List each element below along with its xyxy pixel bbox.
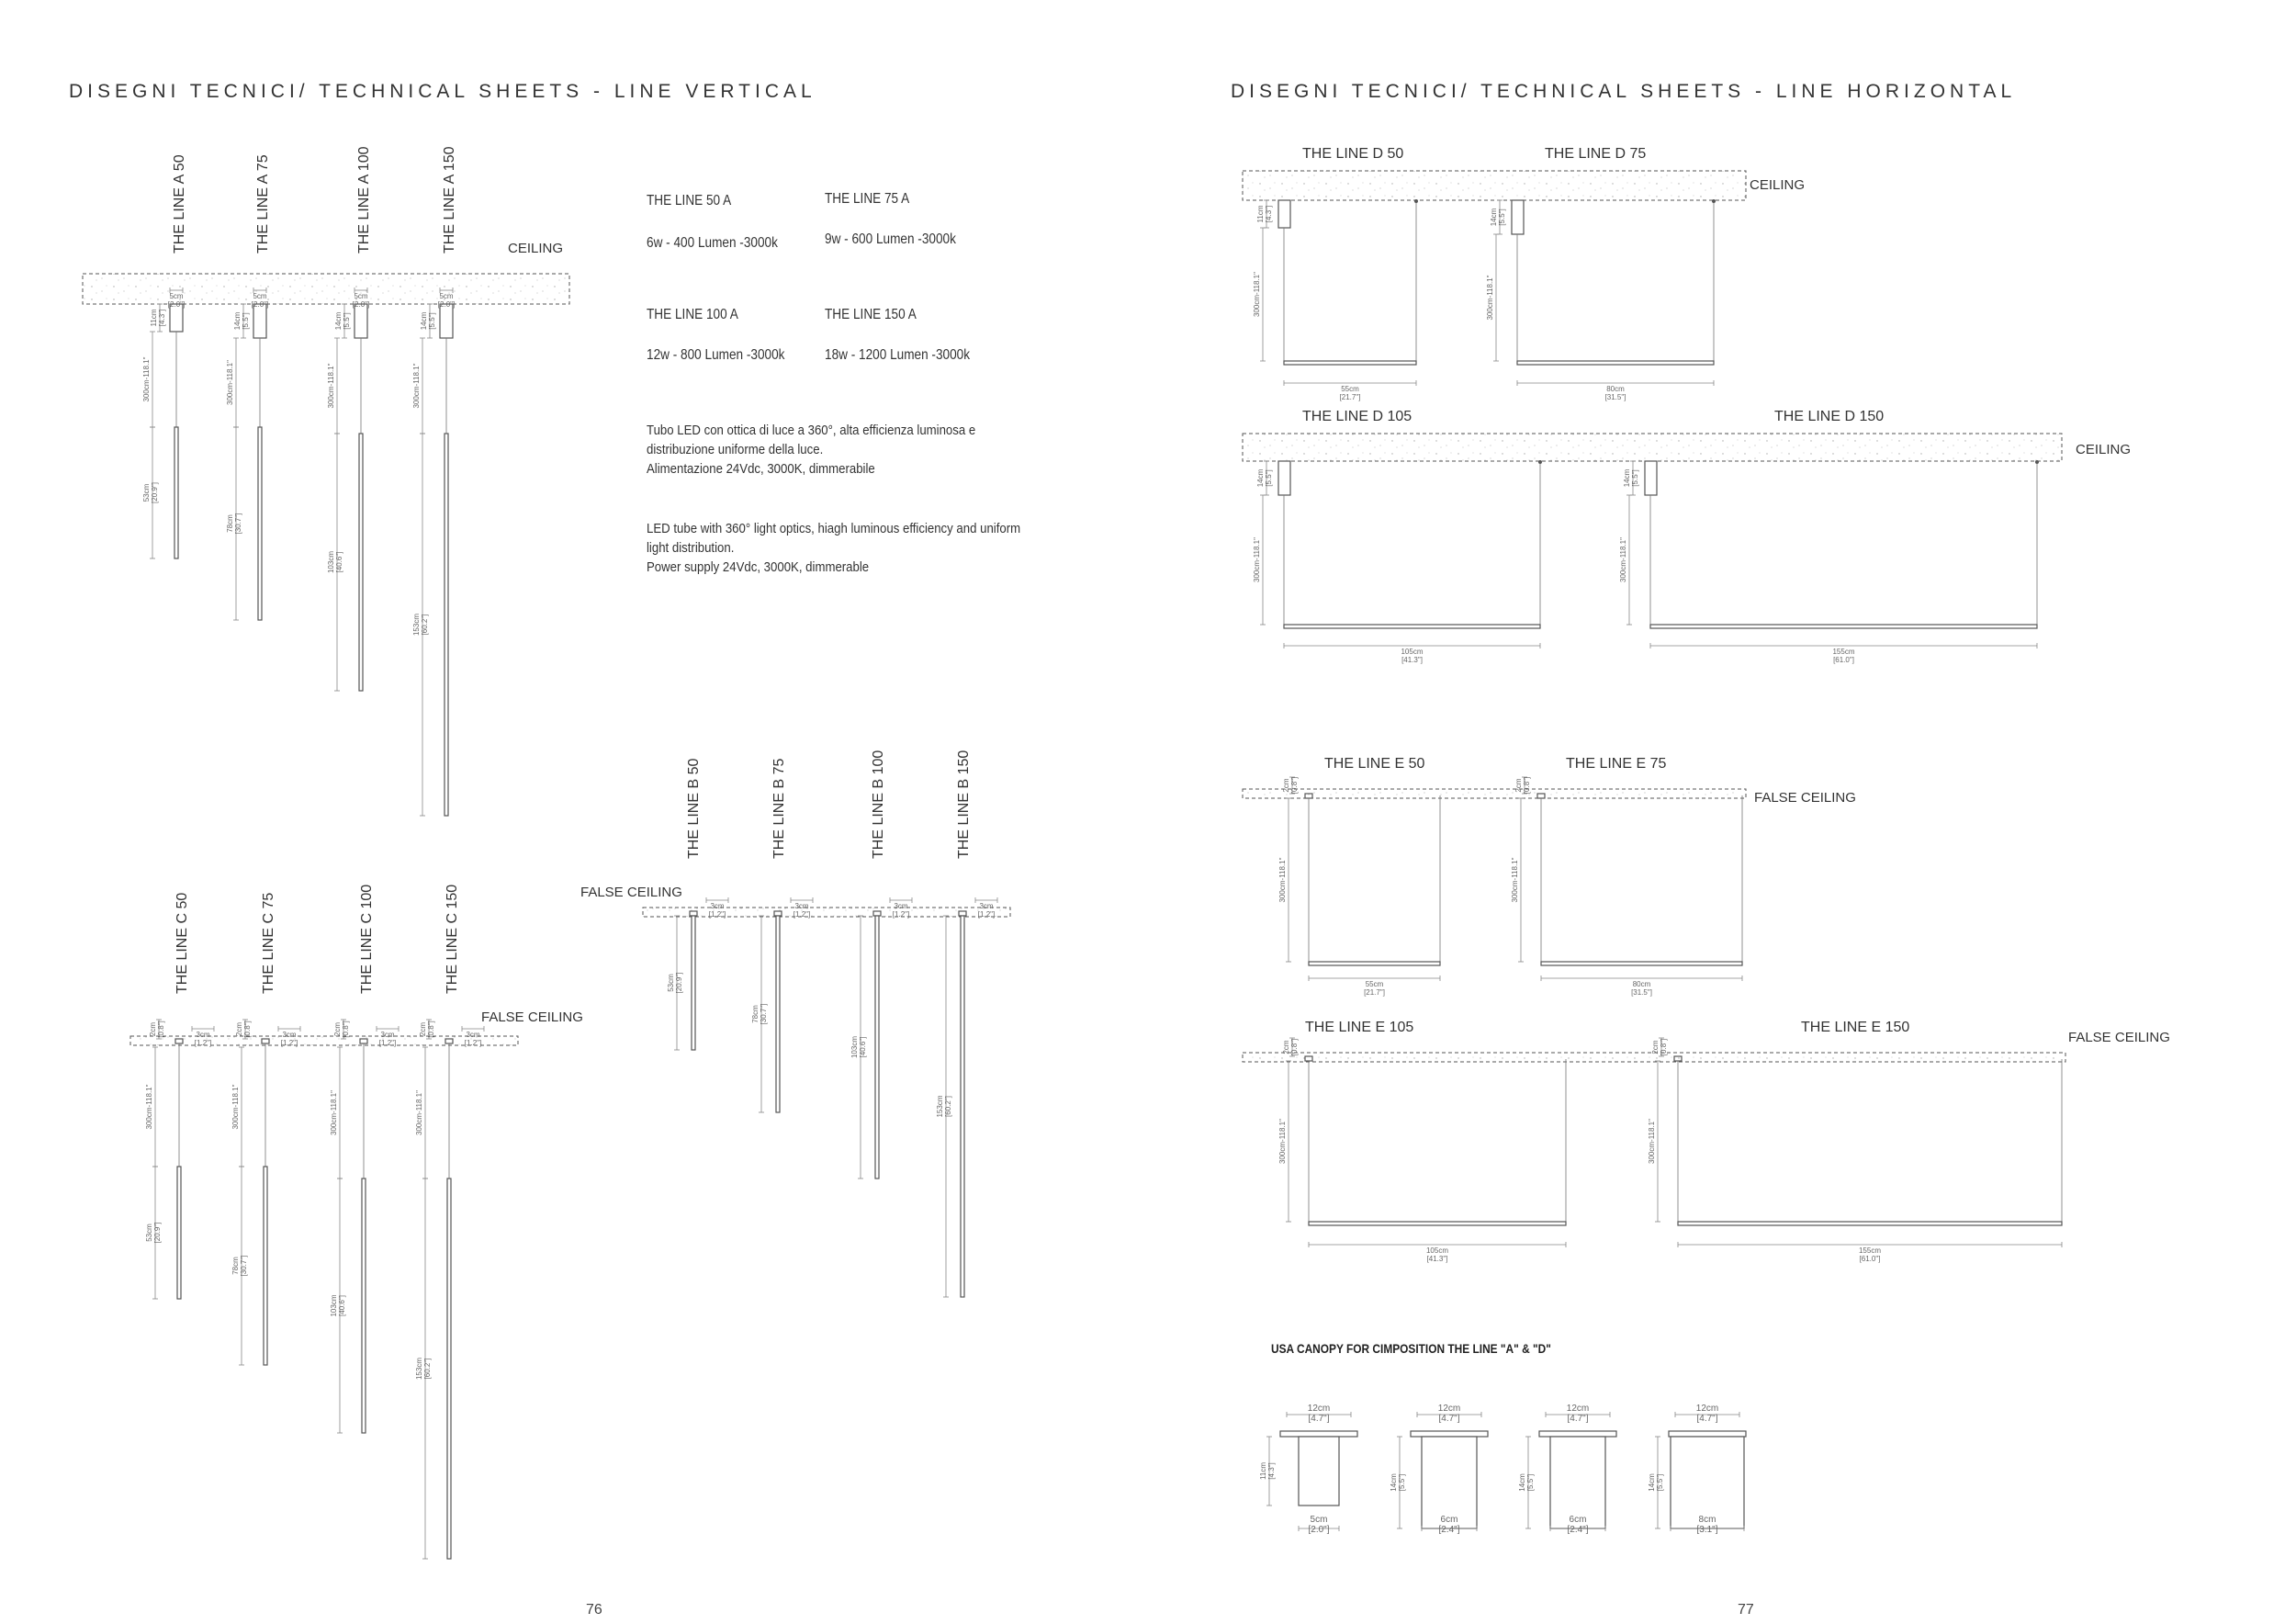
dimension-label: [21.7"] [1339,393,1361,401]
left-page-header: DISEGNI TECNICI/ TECHNICAL SHEETS - LINE VERTICAL [69,81,816,102]
dimension-label: [1.2"] [464,1039,482,1047]
dimension-label: 3cm [380,1031,395,1039]
dimension-label: 153cm [936,1095,944,1118]
dimension-label: [0.8"] [1523,776,1531,795]
fixture-name: THE LINE C 150 [445,884,460,994]
dimension-label: 5cm [439,292,454,300]
description-english: LED tube with 360° light optics, hiagh luminous efficiency and uniform light distribution. Power supply 24Vdc, 3000K, dimmerable [647,521,1021,575]
dimension-label: 12cm [1307,1404,1331,1414]
canopy-plate [1669,1431,1746,1437]
canopy-plate [1539,1431,1616,1437]
led-tube [258,427,262,620]
fixture-name: THE LINE A 50 [172,154,187,254]
dimension-label: [2.4"] [1438,1525,1460,1535]
dimension-label: [1.2"] [793,910,811,919]
page-number: 77 [1738,1602,1754,1618]
fixture-name: THE LINE A 150 [442,146,457,254]
dimension-label: [20.9"] [153,1222,162,1244]
dimension-label: [40.6"] [338,1295,346,1316]
dimension-label: [30.7"] [234,513,242,535]
dimension-label: [5.5"] [343,312,351,330]
fixture-name: THE LINE C 75 [261,892,276,994]
dimension-label: [1.2"] [977,910,996,919]
dimension-label: 3cm [282,1031,297,1039]
fixture-name: THE LINE B 100 [871,750,886,859]
fixture-name: THE LINE E 50 [1324,756,1425,772]
dimension-label: 5cm [354,292,368,300]
ceiling-slab [83,274,569,304]
dimension-label: [4.7"] [1308,1414,1330,1424]
dimension-label: [2.0"] [437,300,456,309]
dimension-label: 3cm [466,1031,480,1039]
dimension-label: 11cm [1256,205,1265,223]
dimension-label: [5.5"] [1265,469,1273,487]
spec-power: 6w - 400 Lumen -3000k [647,235,778,251]
dimension-label: 2cm [1282,778,1290,793]
hanger-point [1712,199,1716,203]
fixture-name: THE LINE E 75 [1566,756,1667,772]
led-bar [1650,625,2037,628]
dimension-label: 2cm [1282,1040,1290,1054]
led-tube [264,1167,267,1365]
dimension-label: 53cm [667,974,675,992]
dimension-label: 5cm [253,292,267,300]
dimension-label: 78cm [751,1005,760,1023]
led-tube [174,427,178,558]
dimension-label: 3cm [894,902,908,910]
dimension-label: [2.0"] [1308,1525,1330,1535]
fixture-name: THE LINE D 75 [1545,146,1647,162]
dimension-label: 300cm-118.1" [415,1090,423,1135]
dimension-label: 6cm [1440,1515,1458,1525]
dimension-label: [0.8"] [1290,776,1299,795]
dimension-label: 14cm [334,311,343,331]
fixture-name: THE LINE B 150 [956,750,972,859]
fixture-name: THE LINE C 100 [359,884,375,994]
led-tube [776,916,780,1112]
led-tube [875,916,879,1179]
dimension-label: 55cm [1341,385,1359,393]
dimension-label: [5.5"] [1498,209,1506,226]
dimension-label: 12cm [1695,1404,1719,1414]
dimension-label: 53cm [142,483,151,502]
ceiling-slab [1243,171,1746,200]
dimension-label: 2cm [235,1021,243,1037]
dimension-label: 300cm-118.1" [412,363,421,409]
ceiling-label: FALSE CEILING [1754,790,1856,806]
dimension-label: 155cm [1832,648,1855,656]
hanger-point [1538,460,1542,464]
spec-power: 9w - 600 Lumen -3000k [825,231,956,247]
dimension-label: 153cm [412,613,421,637]
led-bar [1678,1222,2062,1225]
dimension-label: [0.8"] [157,1021,165,1038]
dimension-label: [41.3"] [1426,1255,1448,1263]
dimension-label: [31.5"] [1604,393,1626,401]
canopy [1512,200,1524,234]
dimension-label: [60.2"] [421,614,429,636]
canopy-plate [1280,1431,1357,1437]
dimension-label: [5.5"] [1656,1473,1664,1492]
spec-name: THE LINE 50 A [647,193,732,209]
fixture-name: THE LINE B 75 [771,758,787,859]
led-bar [1309,1222,1566,1225]
ceiling-slab [1243,434,2062,461]
dimension-label: 80cm [1606,385,1625,393]
dimension-label: [5.5"] [1398,1473,1406,1492]
spec-name: THE LINE 150 A [825,307,917,322]
dimension-label: [31.5"] [1631,988,1652,997]
dimension-label: 55cm [1365,980,1384,988]
canopy [1645,461,1657,495]
dimension-label: 8cm [1698,1515,1716,1525]
dimension-label: 11cm [1259,1462,1267,1480]
dimension-label: [2.0"] [167,300,186,309]
dimension-label: 300cm-118.1" [1486,275,1494,321]
fixture-name: THE LINE B 50 [686,758,702,859]
fixture-name: THE LINE A 100 [356,146,372,254]
dimension-label: [60.2"] [423,1358,432,1380]
ceiling-slab [130,1036,518,1045]
dimension-label: [2.0"] [352,300,370,309]
dimension-label: [2.4"] [1567,1525,1589,1535]
canopy [440,304,453,338]
dimension-label: [21.7"] [1364,988,1385,997]
ceiling-label: FALSE CEILING [2068,1030,2170,1045]
dimension-label: 78cm [231,1257,240,1275]
dimension-label: [0.8"] [342,1021,350,1038]
dimension-label: 300cm-118.1" [145,1084,153,1130]
dimension-label: [20.9"] [675,972,683,994]
dimension-label: [0.8"] [243,1021,252,1038]
dimension-label: [4.3"] [1267,1462,1276,1480]
dimension-label: 103cm [327,550,335,574]
fixture-name: THE LINE D 150 [1774,409,1885,424]
dimension-label: [60.2"] [944,1096,952,1117]
dimension-label: 103cm [330,1294,338,1317]
dimension-label: 153cm [415,1357,423,1381]
ceiling-label: FALSE CEILING [580,885,682,900]
dimension-label: [40.6"] [859,1036,867,1058]
fixture-name: THE LINE C 50 [174,892,190,994]
dimension-label: 80cm [1632,980,1651,988]
dimension-label: [0.8"] [1290,1038,1299,1056]
dimension-label: 5cm [1310,1515,1328,1525]
dimension-label: 11cm [150,309,158,327]
led-tube [447,1179,451,1559]
spec-name: THE LINE 75 A [825,191,910,207]
hanger-point [2035,460,2039,464]
dimension-label: 53cm [145,1224,153,1242]
dimension-label: [1.2"] [708,910,726,919]
led-bar [1284,625,1540,628]
dimension-label: [4.3"] [1265,205,1273,223]
spec-power: 12w - 800 Lumen -3000k [647,347,785,363]
dimension-label: 14cm [1390,1473,1398,1492]
canopy [355,304,367,338]
dimension-label: 5cm [169,292,184,300]
canopy [1278,461,1290,495]
dimension-label: 300cm-118.1" [330,1090,338,1135]
led-tube [177,1167,181,1299]
dimension-label: 3cm [979,902,994,910]
fixture-name: THE LINE A 75 [255,154,271,254]
dimension-label: [1.2"] [280,1039,298,1047]
dimension-label: 300cm-118.1" [231,1084,240,1130]
dimension-label: [5.5"] [1526,1473,1535,1492]
dimension-label: 300cm-118.1" [1253,537,1261,582]
canopy-body [1299,1437,1339,1506]
canopy-plate [1411,1431,1488,1437]
dimension-label: 155cm [1858,1246,1882,1255]
dimension-label: [40.6"] [335,551,343,573]
dimension-label: [1.2"] [892,910,910,919]
led-bar [1541,962,1742,965]
dimension-label: 300cm-118.1" [1511,857,1519,903]
dimension-label: 14cm [1518,1473,1526,1492]
dimension-label: [5.5"] [428,312,436,330]
dimension-label: [1.2"] [378,1039,397,1047]
led-tube [362,1179,366,1433]
dimension-label: [30.7"] [760,1003,768,1025]
hanger-point [1414,199,1418,203]
dimension-label: 105cm [1401,648,1424,656]
ceiling-label: CEILING [1750,177,1806,193]
dimension-label: 2cm [149,1021,157,1037]
led-tube [961,916,964,1297]
dimension-label: [41.3"] [1401,656,1423,664]
led-tube [692,916,695,1050]
dimension-label: 2cm [1514,778,1523,793]
page-number: 76 [586,1602,602,1618]
dimension-label: [61.0"] [1833,656,1854,664]
spec-power: 18w - 1200 Lumen -3000k [825,347,971,363]
dimension-label: 14cm [233,311,242,331]
canopy [1278,200,1290,228]
dimension-label: [5.5"] [1631,469,1639,487]
dimension-label: 2cm [333,1021,342,1037]
canopy [253,304,266,338]
fixture-name: THE LINE E 150 [1801,1020,1910,1035]
dimension-label: 300cm-118.1" [142,356,151,402]
dimension-label: 3cm [710,902,725,910]
fixture-name: THE LINE D 105 [1302,409,1412,424]
dimension-label: [2.0"] [251,300,269,309]
dimension-label: [0.8"] [1660,1038,1668,1056]
ceiling-label: CEILING [2076,442,2132,457]
dimension-label: 14cm [420,311,428,331]
dimension-label: 14cm [1623,468,1631,488]
fixture-name: THE LINE E 105 [1305,1020,1414,1035]
dimension-label: 300cm-118.1" [1619,537,1627,582]
dimension-label: [4.3"] [158,309,166,327]
dimension-label: [5.5"] [242,312,250,330]
dimension-label: 105cm [1425,1246,1449,1255]
dimension-label: [30.7"] [240,1255,248,1277]
led-bar [1517,361,1714,365]
ceiling-label: CEILING [508,241,564,256]
led-bar [1284,361,1416,365]
dimension-label: [0.8"] [427,1021,435,1038]
dimension-label: 12cm [1566,1404,1590,1414]
usa-canopy-title: USA CANOPY FOR CIMPOSITION THE LINE "A" & "D" [1271,1341,1551,1356]
dimension-label: [3.1"] [1696,1525,1718,1535]
dimension-label: 6cm [1569,1515,1587,1525]
ceiling-slab [1243,789,1746,798]
dimension-label: 2cm [419,1021,427,1037]
dimension-label: [4.7"] [1567,1414,1589,1424]
dimension-label: 300cm-118.1" [1648,1119,1656,1164]
fixture-name: THE LINE D 50 [1302,146,1404,162]
dimension-label: [20.9"] [151,482,159,503]
ceiling-slab [643,908,1010,917]
dimension-label: 300cm-118.1" [226,360,234,405]
led-tube [359,434,363,691]
dimension-label: 300cm-118.1" [327,363,335,409]
ceiling-label: FALSE CEILING [481,1009,583,1025]
dimension-label: 2cm [1651,1040,1660,1054]
dimension-label: [4.7"] [1696,1414,1718,1424]
dimension-label: 103cm [850,1035,859,1059]
led-tube [445,434,448,816]
dimension-label: 78cm [226,514,234,533]
dimension-label: 14cm [1490,208,1498,227]
right-page-header: DISEGNI TECNICI/ TECHNICAL SHEETS - LINE HORIZONTAL [1231,81,2017,102]
led-bar [1309,962,1440,965]
dimension-label: 300cm-118.1" [1278,1119,1287,1164]
dimension-label: [61.0"] [1859,1255,1881,1263]
dimension-label: 300cm-118.1" [1278,857,1287,903]
description-italian: Tubo LED con ottica di luce a 360°, alta efficienza luminosa e distribuzione uniforme della luce. Alimentazione 24Vdc, 3000K, dimmerabile [647,423,976,477]
dimension-label: 14cm [1256,468,1265,488]
dimension-label: 12cm [1437,1404,1461,1414]
dimension-label: 3cm [794,902,809,910]
dimension-label: 3cm [196,1031,210,1039]
dimension-label: 14cm [1648,1473,1656,1492]
dimension-label: 300cm-118.1" [1253,272,1261,317]
dimension-label: [4.7"] [1438,1414,1460,1424]
dimension-label: [1.2"] [194,1039,212,1047]
spec-name: THE LINE 100 A [647,307,738,322]
